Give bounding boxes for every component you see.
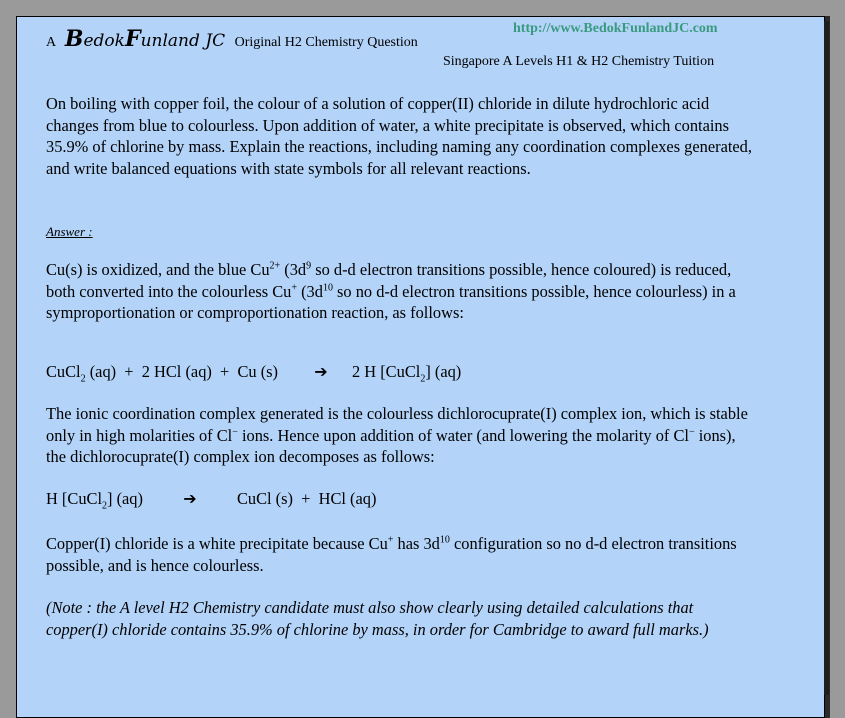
reaction-arrow-icon: ➔ (183, 489, 197, 508)
answer-paragraph-2: The ionic coordination complex generated is the colourless dichlorocuprate(I) complex ion, which is stable only in high molarities of Cl− ions. Hence upon addition of water (and lowering the molarity of Cl− ions), the dichlorocuprate(I) complex ion decomposes as follows: (46, 404, 748, 466)
header-subtitle: Singapore A Levels H1 & H2 Chemistry Tuition (443, 54, 715, 69)
answer-paragraph-3: Copper(I) chloride is a white precipitate because Cu+ has $3d^{10}$ configuration so no d-d electron transitions possible, and is hence colourless. (46, 534, 737, 575)
answer-label: Answer : (46, 224, 93, 239)
brand-logo: BedokFunland JC (64, 26, 226, 52)
header-title (46, 26, 418, 52)
question-text: On boiling with copper foil, the colour of a solution of copper(II) chloride in dilute hydrochloric acid changes from blue to colourless. Upon addition of water, a white precipitate is observed, which contains 35.9% of chlorine by mass. Explain the reactions, including naming any coordination complexes generated, and write balanced equations with state symbols for all relevant reactions. (46, 94, 752, 178)
page-shadow (824, 21, 829, 695)
site-url-link[interactable]: http://www.BedokFunlandJC.com (513, 21, 718, 36)
equation-decomposition: H [CuCl$_2$] (aq) ➔ CuCl (s) + HCl (aq) (46, 489, 377, 512)
header-prefix: A (46, 35, 56, 50)
equation-comproportionation: CuCl$_2$ (aq) + 2 HCl (aq) + Cu (s) ➔ 2 H [CuCl$_2$] (aq) (46, 362, 462, 385)
header-tagline: Original H2 Chemistry Question (234, 35, 418, 50)
answer-paragraph-1: Cu(s) is oxidized, and the blue $Cu^{2+}$ ($3d^9$ so d-d electron transitions possible, hence coloured) is reduced, both converted into the colourless Cu+ ($3d^{10}$ so no d-d electron transitions possible, hence colourless) in a symproportionation or comproportionation reaction, as follows: (46, 260, 736, 322)
note-text: (Note : the A level H2 Chemistry candidate must also show clearly using detailed calculations that copper(I) chloride contains 35.9% of chlorine by mass, in order for Cambridge to award full marks.) (46, 598, 709, 639)
reaction-arrow-icon: ➔ (314, 362, 328, 381)
